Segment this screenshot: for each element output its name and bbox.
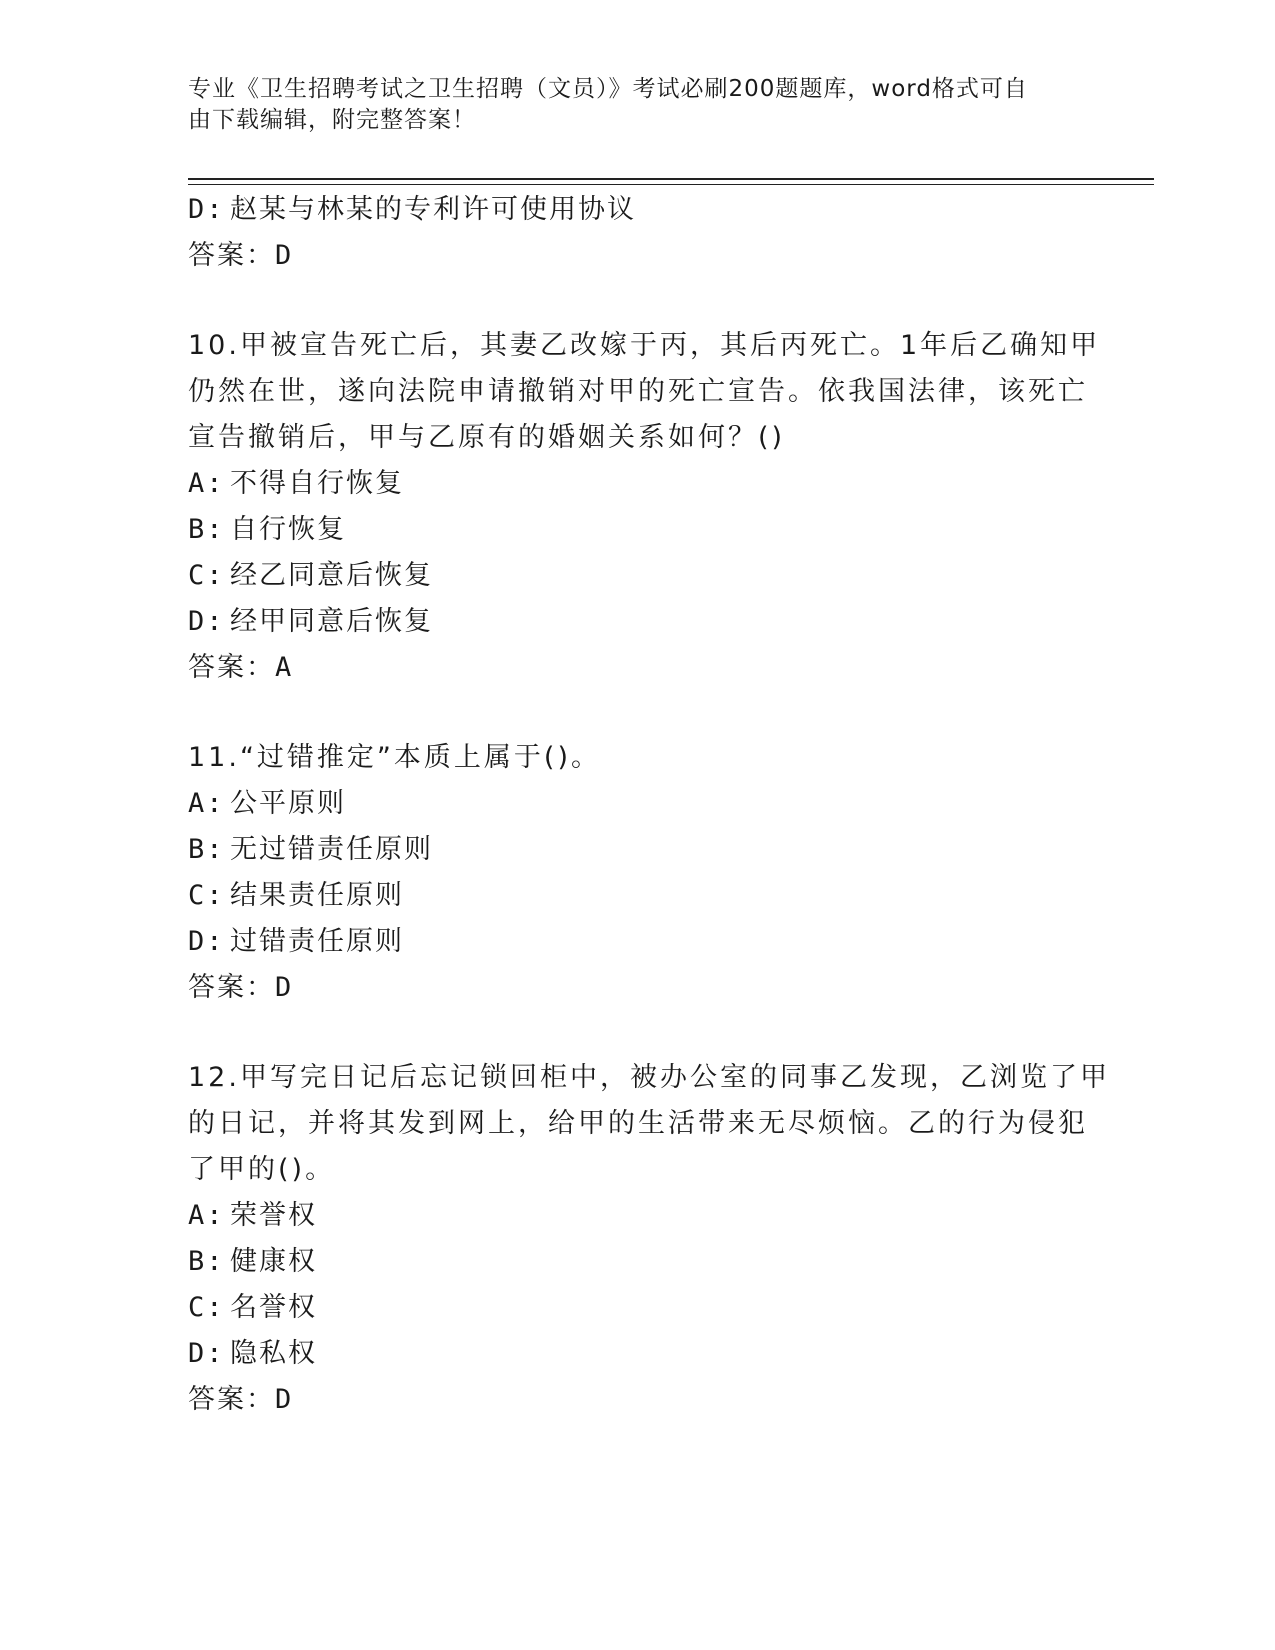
question-stem-line: 了甲的()。 — [188, 1154, 336, 1185]
header-line-1: 专业《卫生招聘考试之卫生招聘（文员）》考试必刷200题题库，word格式可自 — [188, 76, 1028, 102]
option-letter: A: — [188, 468, 225, 499]
option-text: 经乙同意后恢复 — [230, 560, 433, 591]
question-stem-line: 12.甲写完日记后忘记锁回柜中，被办公室的同事乙发现，乙浏览了甲 — [188, 1062, 1110, 1093]
header-line-2: 由下载编辑，附完整答案！ — [188, 107, 476, 133]
option-letter: D: — [188, 1338, 225, 1369]
answer-line — [188, 965, 1088, 1011]
option-letter: C: — [188, 560, 225, 591]
option-c — [188, 553, 1088, 599]
option-b — [188, 507, 1088, 553]
answer-value: D — [275, 240, 294, 271]
question-10 — [188, 323, 1101, 691]
option-a — [188, 461, 1088, 507]
option-text: 无过错责任原则 — [230, 834, 433, 865]
question-stem-line: 宣告撤销后，甲与乙原有的婚姻关系如何？() — [188, 422, 786, 453]
option-letter: C: — [188, 880, 225, 911]
answer-value: D — [275, 1384, 294, 1415]
header-divider-thick — [188, 178, 1154, 180]
option-text: 经甲同意后恢复 — [230, 606, 433, 637]
option-text: 名誉权 — [230, 1292, 317, 1323]
option-d — [188, 1331, 1088, 1377]
document-header — [188, 74, 1088, 136]
answer-label: 答案： — [188, 1384, 275, 1415]
option-text: 健康权 — [230, 1246, 317, 1277]
option-text: 结果责任原则 — [230, 880, 404, 911]
question-stem-line: 11.“过错推定”本质上属于()。 — [188, 742, 601, 773]
option-letter: D: — [188, 194, 225, 225]
option-d — [188, 599, 1088, 645]
document-body — [188, 187, 1110, 1423]
answer-line — [188, 1377, 1088, 1423]
question-12 — [188, 1055, 1110, 1423]
option-d — [188, 919, 1088, 965]
option-text: 赵某与林某的专利许可使用协议 — [230, 194, 636, 225]
option-text: 隐私权 — [230, 1338, 317, 1369]
option-letter: B: — [188, 1246, 225, 1277]
option-text: 不得自行恢复 — [230, 468, 404, 499]
option-letter: D: — [188, 606, 225, 637]
option-b — [188, 1239, 1088, 1285]
option-letter: C: — [188, 1292, 225, 1323]
question-11 — [188, 735, 1088, 1011]
question-stem-line: 仍然在世，遂向法院申请撤销对甲的死亡宣告。依我国法律，该死亡 — [188, 376, 1088, 407]
option-letter: B: — [188, 834, 225, 865]
option-letter: A: — [188, 1200, 225, 1231]
option-text: 过错责任原则 — [230, 926, 404, 957]
header-divider-thin — [188, 184, 1154, 185]
option-c — [188, 873, 1088, 919]
option-b — [188, 827, 1088, 873]
answer-value: D — [275, 972, 294, 1003]
option-d — [188, 187, 1088, 233]
option-text: 公平原则 — [230, 788, 346, 819]
answer-line — [188, 645, 1088, 691]
question-stem-line: 的日记，并将其发到网上，给甲的生活带来无尽烦恼。乙的行为侵犯 — [188, 1108, 1088, 1139]
question-stem-line: 10.甲被宣告死亡后，其妻乙改嫁于丙，其后丙死亡。1年后乙确知甲 — [188, 330, 1101, 361]
option-text: 自行恢复 — [230, 514, 346, 545]
answer-label: 答案： — [188, 240, 275, 271]
option-letter: B: — [188, 514, 225, 545]
option-c — [188, 1285, 1088, 1331]
answer-label: 答案： — [188, 972, 275, 1003]
option-letter: D: — [188, 926, 225, 957]
option-letter: A: — [188, 788, 225, 819]
answer-label: 答案： — [188, 652, 275, 683]
answer-value: A — [275, 652, 294, 683]
option-a — [188, 1193, 1088, 1239]
option-a — [188, 781, 1088, 827]
answer-line — [188, 233, 1088, 279]
previous-question-tail — [188, 187, 1088, 279]
option-text: 荣誉权 — [230, 1200, 317, 1231]
